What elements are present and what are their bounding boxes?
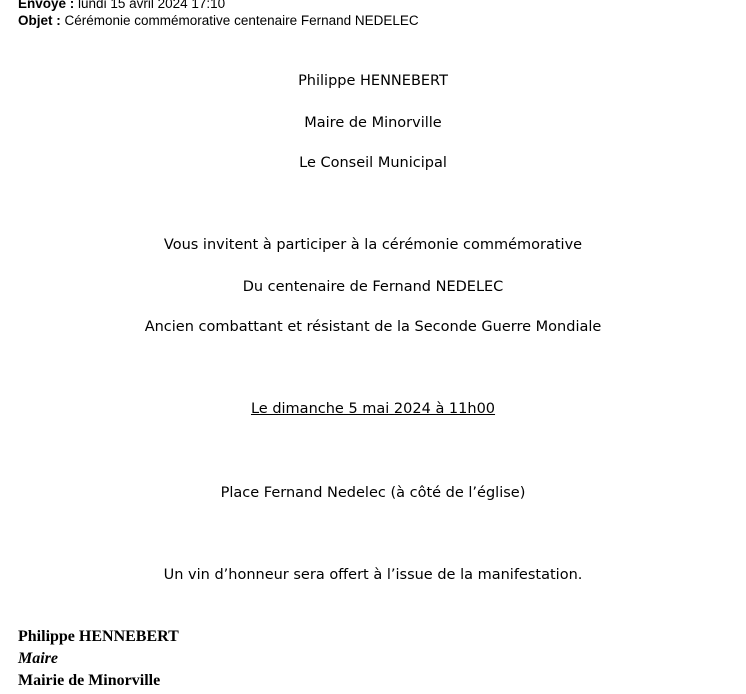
subject-line [18,12,419,29]
invite-line: Vous invitent à participer à la cérémonie commémorative [163,237,583,253]
signature-name: Philippe HENNEBERT [18,628,179,645]
reception-note: Un vin d’honneur sera offert à l’issue de la manifestation. [163,567,583,583]
subject-value: Cérémonie commémorative centenaire Fernand NEDELEC [64,13,419,28]
signature-block [18,626,179,692]
host-council: Le Conseil Municipal [299,155,447,171]
subject-label: Objet : [18,13,61,28]
signature-organization: Mairie de Minorville [18,672,161,689]
signature-role: Maire [18,650,58,667]
email-header [18,0,419,29]
host-name: Philippe HENNEBERT [298,73,448,89]
event-date-text: Le dimanche 5 mai 2024 à 11h00 [250,401,496,417]
invite-line: Ancien combattant et résistant de la Seconde Guerre Mondiale [144,319,602,335]
invite-line: Du centenaire de Fernand NEDELEC [242,279,504,295]
sent-value: lundi 15 avril 2024 17:10 [78,0,226,11]
host-title: Maire de Minorville [304,115,442,131]
event-location: Place Fernand Nedelec (à côté de l’église) [220,485,526,501]
event-date [0,400,746,418]
sent-label: Envoyé : [18,0,75,11]
sent-line [18,0,419,12]
